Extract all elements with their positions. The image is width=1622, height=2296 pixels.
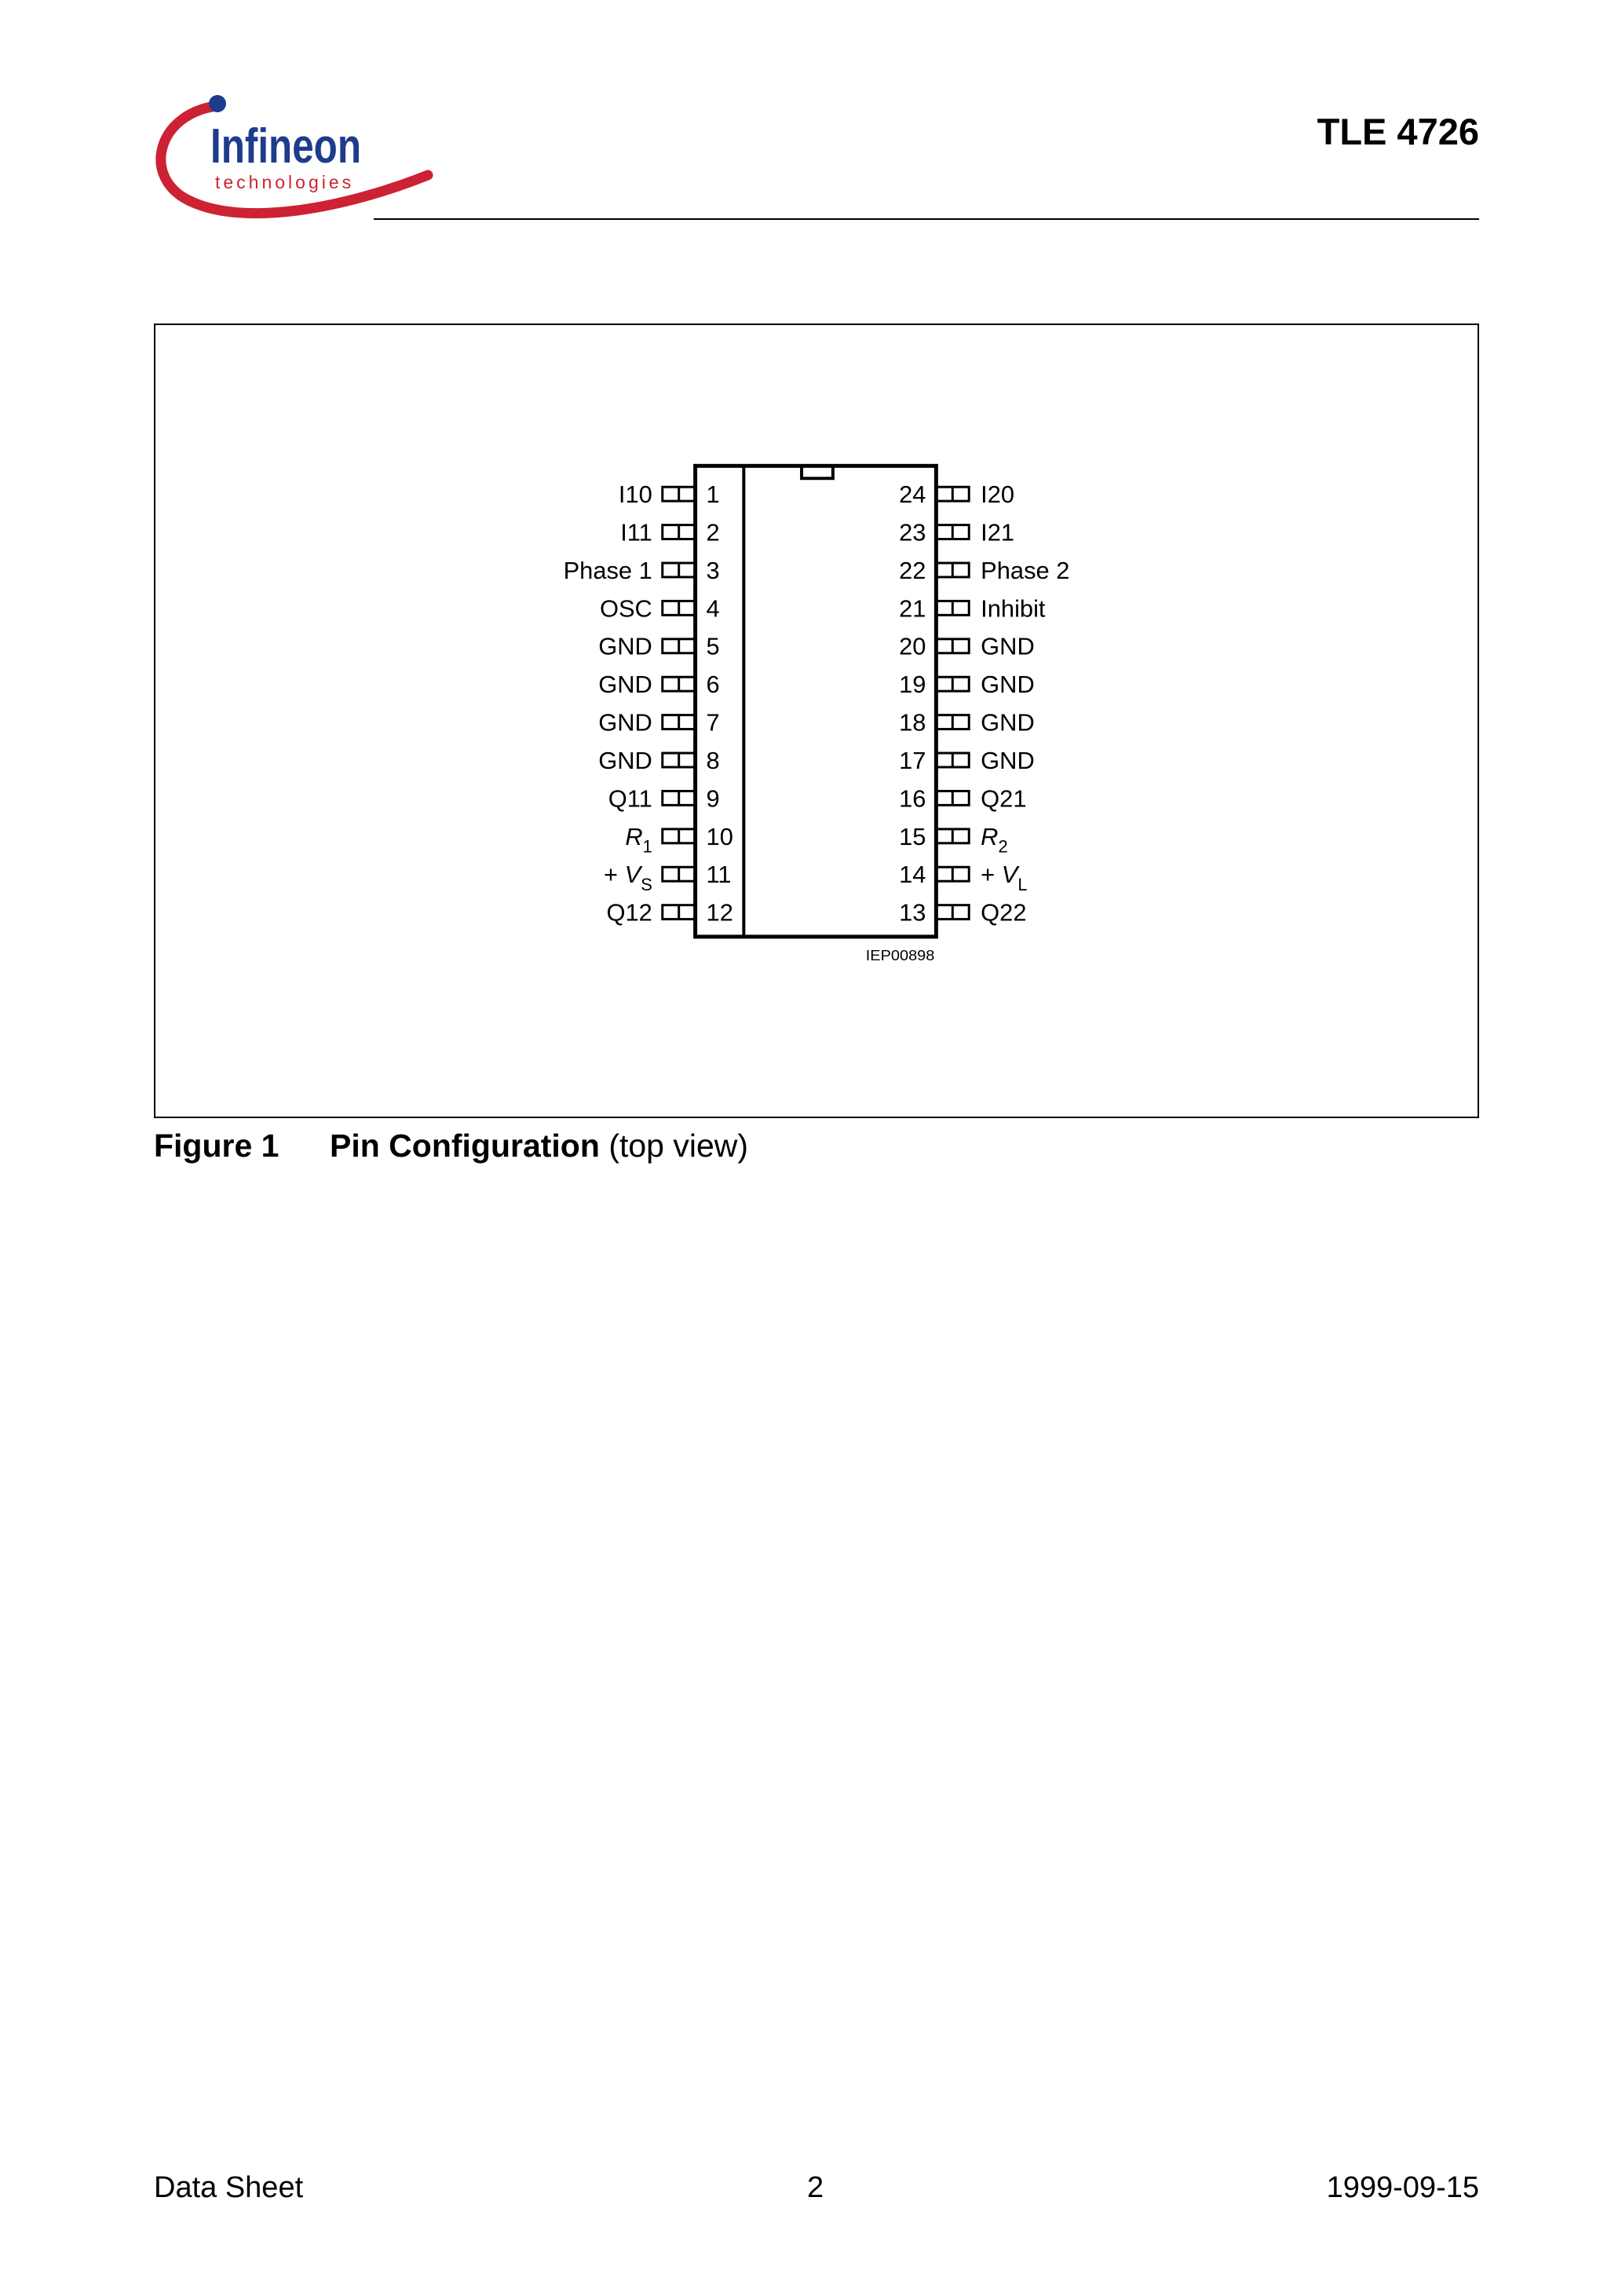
pin-5 bbox=[598, 633, 719, 660]
pin-number-3: 3 bbox=[706, 556, 720, 584]
figure-title: Pin Configuration bbox=[330, 1128, 600, 1164]
pin-number-23: 23 bbox=[899, 518, 926, 547]
figure-caption bbox=[154, 1128, 748, 1164]
pin-number-19: 19 bbox=[899, 671, 926, 699]
right-pin-label-23: I21 bbox=[981, 518, 1015, 547]
pin-number-4: 4 bbox=[706, 594, 720, 623]
pin-6 bbox=[598, 671, 719, 698]
pin-number-18: 18 bbox=[899, 708, 926, 737]
left-pin-label-11: + $V_S$ bbox=[604, 861, 652, 895]
pin-10 bbox=[625, 823, 733, 857]
pin-number-22: 22 bbox=[899, 556, 926, 584]
logo-wordmark: Infineon bbox=[210, 119, 361, 174]
pin-4 bbox=[600, 594, 720, 622]
pin-number-2: 2 bbox=[706, 518, 720, 547]
right-pin-label-21: Inhibit bbox=[981, 594, 1046, 623]
pin-number-20: 20 bbox=[899, 632, 926, 660]
figure-subtitle: (top view) bbox=[608, 1128, 749, 1164]
pin-13 bbox=[899, 899, 1026, 927]
left-pin-label-1: I10 bbox=[618, 481, 652, 509]
left-pin-label-4: OSC bbox=[599, 594, 652, 623]
left-pin-label-12: Q12 bbox=[606, 898, 652, 927]
pin-number-16: 16 bbox=[899, 784, 926, 813]
pin-8 bbox=[598, 747, 719, 774]
right-pin-label-18: GND bbox=[981, 708, 1035, 737]
left-pin-label-6: GND bbox=[598, 671, 652, 699]
pin-number-17: 17 bbox=[899, 746, 926, 774]
left-pin-subscript-11: S bbox=[641, 875, 652, 895]
right-pin-label-24: I20 bbox=[981, 481, 1015, 509]
pin-11 bbox=[604, 861, 732, 894]
left-pin-label-5: GND bbox=[598, 632, 652, 660]
logo-dot bbox=[209, 95, 226, 112]
pin-number-9: 9 bbox=[706, 784, 720, 813]
pin-number-7: 7 bbox=[706, 708, 720, 737]
left-pin-label-10: $R_1$ bbox=[625, 822, 652, 857]
right-pin-label-14: + $V_L$ bbox=[981, 861, 1028, 895]
footer-date: 1999-09-15 bbox=[1326, 2171, 1479, 2204]
right-pin-label-17: GND bbox=[981, 746, 1035, 774]
left-pin-label-9: Q11 bbox=[608, 784, 652, 813]
pin-20 bbox=[899, 633, 1035, 660]
right-pin-label-16: Q21 bbox=[981, 784, 1027, 813]
pin-number-21: 21 bbox=[899, 594, 926, 623]
pin-configuration-diagram bbox=[155, 325, 1478, 1117]
left-pin-column bbox=[564, 481, 733, 926]
figure-number: Figure 1 bbox=[154, 1128, 279, 1164]
pin-number-8: 8 bbox=[706, 746, 720, 774]
pin-number-5: 5 bbox=[706, 632, 720, 660]
figure-frame bbox=[154, 324, 1479, 1118]
left-pin-label-2: I11 bbox=[620, 518, 652, 547]
pin-number-24: 24 bbox=[899, 481, 926, 509]
pin-12 bbox=[606, 899, 732, 927]
logo-tagline: technologies bbox=[215, 172, 355, 192]
pin-number-12: 12 bbox=[706, 898, 733, 927]
pin-19 bbox=[899, 671, 1035, 698]
pin-number-11: 11 bbox=[706, 861, 732, 889]
pin-number-1: 1 bbox=[706, 481, 720, 509]
diagram-code: IEP00898 bbox=[865, 947, 935, 964]
infineon-logo bbox=[141, 90, 440, 228]
pin-24 bbox=[899, 481, 1014, 508]
right-pin-label-20: GND bbox=[981, 632, 1035, 660]
pin-number-10: 10 bbox=[706, 822, 733, 850]
left-pin-label-8: GND bbox=[598, 746, 652, 774]
right-pin-label-19: GND bbox=[981, 671, 1035, 699]
right-pin-subscript-14: L bbox=[1017, 875, 1028, 895]
pin-number-14: 14 bbox=[899, 861, 926, 889]
right-pin-label-13: Q22 bbox=[981, 898, 1027, 927]
footer-doc-type: Data Sheet bbox=[154, 2171, 304, 2204]
right-pin-subscript-15: 2 bbox=[998, 836, 1008, 857]
pin-1 bbox=[619, 481, 720, 508]
pin-21 bbox=[899, 594, 1046, 622]
left-pin-label-3: Phase 1 bbox=[563, 556, 652, 584]
left-pin-label-7: GND bbox=[598, 708, 652, 737]
pin-number-13: 13 bbox=[899, 898, 926, 927]
pin-18 bbox=[899, 709, 1035, 737]
pin-14 bbox=[899, 861, 1027, 894]
pin-number-15: 15 bbox=[899, 822, 926, 850]
left-pin-subscript-10: 1 bbox=[642, 836, 652, 857]
right-pin-label-22: Phase 2 bbox=[981, 556, 1070, 584]
document-title: TLE 4726 bbox=[1317, 111, 1479, 152]
pin-15 bbox=[899, 823, 1008, 857]
pin-22 bbox=[899, 557, 1069, 584]
pin-number-6: 6 bbox=[706, 671, 720, 699]
footer-page-number: 2 bbox=[807, 2171, 824, 2204]
pin-2 bbox=[620, 519, 720, 547]
pin-7 bbox=[598, 709, 719, 737]
right-pin-column bbox=[899, 481, 1069, 926]
header-rule bbox=[374, 218, 1479, 220]
pin-16 bbox=[899, 784, 1026, 812]
pin-17 bbox=[899, 747, 1035, 774]
right-pin-label-15: $R_2$ bbox=[981, 822, 1008, 857]
pin-9 bbox=[608, 784, 720, 812]
pin-23 bbox=[899, 519, 1014, 547]
